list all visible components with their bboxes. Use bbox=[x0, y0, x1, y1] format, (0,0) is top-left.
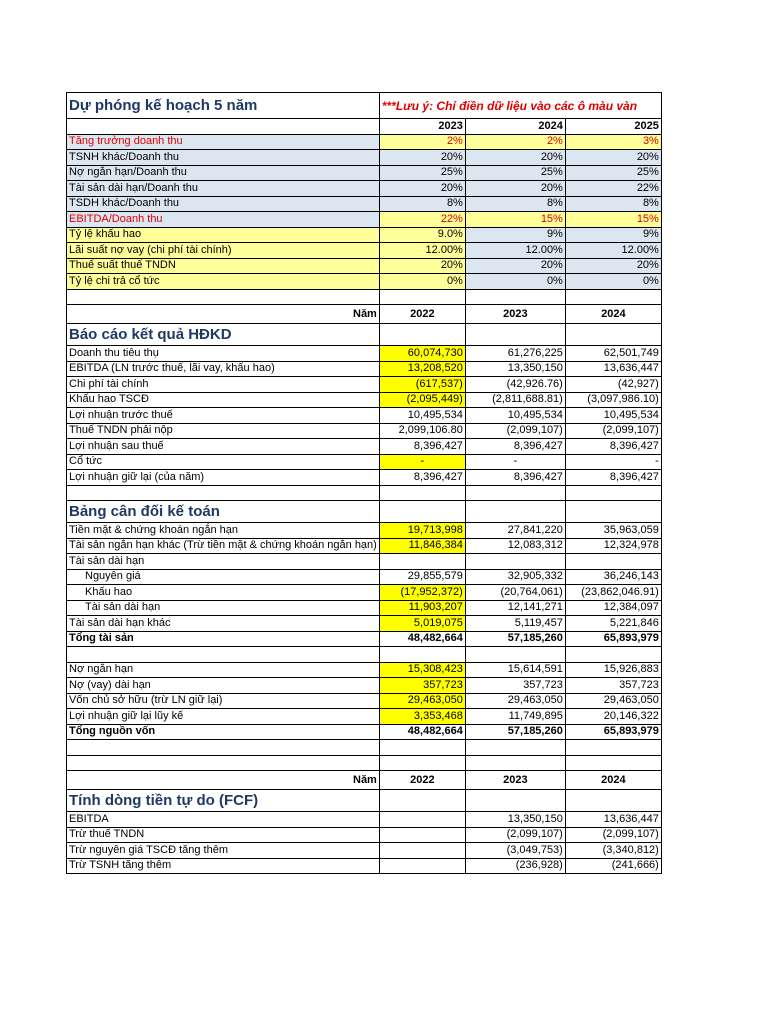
row-label: Thuế TNDN phải nộp bbox=[67, 423, 380, 439]
row-label: EBITDA/Doanh thu bbox=[67, 212, 380, 228]
row-label: Trừ thuế TNDN bbox=[67, 827, 380, 843]
value-cell: (2,811,688.81) bbox=[465, 392, 565, 408]
value-cell: 36,246,143 bbox=[565, 569, 661, 585]
row-label: Tiền mặt & chứng khoán ngắn hạn bbox=[67, 523, 380, 539]
value-cell: 13,350,150 bbox=[465, 812, 565, 828]
year-cell: 2025 bbox=[565, 119, 661, 135]
value-cell: - bbox=[465, 454, 565, 470]
balance-row bbox=[67, 569, 662, 585]
value-cell bbox=[379, 812, 465, 828]
year-cell: 2022 bbox=[379, 771, 465, 790]
row-label: Tỷ lệ khấu hao bbox=[67, 227, 380, 243]
value-cell: 29,463,050 bbox=[565, 693, 661, 709]
row-label: Doanh thu tiêu thụ bbox=[67, 346, 380, 362]
value-cell: (20,764,061) bbox=[465, 585, 565, 601]
income-row bbox=[67, 423, 662, 439]
value-cell: (2,099,107) bbox=[465, 423, 565, 439]
row-label: Lợi nhuận trước thuế bbox=[67, 408, 380, 424]
value-cell: 61,276,225 bbox=[465, 346, 565, 362]
value-cell: (42,926.76) bbox=[465, 377, 565, 393]
input-cell[interactable]: 3,353,468 bbox=[379, 709, 465, 725]
value-cell: 5,119,457 bbox=[465, 616, 565, 632]
value-cell: 15,926,883 bbox=[565, 662, 661, 678]
input-cell[interactable]: (617,537) bbox=[379, 377, 465, 393]
spacer-row bbox=[67, 485, 662, 501]
value-cell: 8% bbox=[379, 196, 465, 212]
assumption-row bbox=[67, 243, 662, 259]
input-cell[interactable]: 5,019,075 bbox=[379, 616, 465, 632]
value-cell: (2,099,107) bbox=[465, 827, 565, 843]
balance-row bbox=[67, 585, 662, 601]
value-cell: 10,495,534 bbox=[379, 408, 465, 424]
value-cell: 48,482,664 bbox=[379, 724, 465, 740]
year-label: Năm bbox=[67, 305, 380, 324]
assumption-row bbox=[67, 258, 662, 274]
input-cell[interactable]: (2,095,449) bbox=[379, 392, 465, 408]
balance-row bbox=[67, 616, 662, 632]
value-cell: 25% bbox=[379, 165, 465, 181]
value-cell bbox=[379, 554, 465, 570]
value-cell: 65,893,979 bbox=[565, 631, 661, 647]
row-label: Lợi nhuận giữ lại lũy kế bbox=[67, 709, 380, 725]
row-label: EBITDA (LN trước thuế, lãi vay, khấu hao) bbox=[67, 361, 380, 377]
row-label: Lợi nhuận sau thuế bbox=[67, 439, 380, 455]
year-cell: 2024 bbox=[565, 305, 661, 324]
value-cell: 48,482,664 bbox=[379, 631, 465, 647]
value-cell: 12,384,097 bbox=[565, 600, 661, 616]
value-cell: 13,636,447 bbox=[565, 361, 661, 377]
value-cell: 20% bbox=[465, 181, 565, 197]
balance-title-row bbox=[67, 501, 662, 523]
title-row bbox=[67, 93, 662, 119]
year-cell: 2024 bbox=[465, 119, 565, 135]
page-title: Dự phóng kế hoạch 5 năm bbox=[67, 93, 380, 119]
value-cell: (3,340,812) bbox=[565, 843, 661, 859]
income-title-row bbox=[67, 324, 662, 346]
spacer-row bbox=[67, 755, 662, 771]
value-cell: 8,396,427 bbox=[465, 439, 565, 455]
income-row bbox=[67, 392, 662, 408]
balance-row bbox=[67, 554, 662, 570]
value-cell: 0% bbox=[565, 274, 661, 290]
value-cell: 10,495,534 bbox=[465, 408, 565, 424]
balance-total-row bbox=[67, 631, 662, 647]
value-cell: 20% bbox=[379, 150, 465, 166]
input-cell[interactable]: 0% bbox=[379, 274, 465, 290]
year-cell: 2022 bbox=[379, 305, 465, 324]
row-label: Khấu hao TSCĐ bbox=[67, 392, 380, 408]
value-cell: 62,501,749 bbox=[565, 346, 661, 362]
value-cell: 8,396,427 bbox=[379, 470, 465, 486]
input-cell[interactable]: 9.0% bbox=[379, 227, 465, 243]
spacer-row bbox=[67, 647, 662, 663]
assumption-row bbox=[67, 150, 662, 166]
row-label: Tăng trưởng doanh thu bbox=[67, 134, 380, 150]
assumption-row bbox=[67, 212, 662, 228]
value-cell: (42,927) bbox=[565, 377, 661, 393]
value-cell: 29,463,050 bbox=[465, 693, 565, 709]
row-label: Tỷ lệ chi trả cổ tức bbox=[67, 274, 380, 290]
year-label: Năm bbox=[67, 771, 380, 790]
row-label: Trừ nguyên giá TSCĐ tăng thêm bbox=[67, 843, 380, 859]
input-cell[interactable]: (17,952,372) bbox=[379, 585, 465, 601]
row-label: Tài sản dài hạn bbox=[67, 554, 380, 570]
fcf-row bbox=[67, 843, 662, 859]
input-cell[interactable]: 11,903,207 bbox=[379, 600, 465, 616]
row-label: Nợ ngắn hạn/Doanh thu bbox=[67, 165, 380, 181]
value-cell: 27,841,220 bbox=[465, 523, 565, 539]
income-row bbox=[67, 439, 662, 455]
spacer-row bbox=[67, 289, 662, 305]
value-cell: 8,396,427 bbox=[465, 470, 565, 486]
input-cell[interactable]: 3% bbox=[565, 134, 661, 150]
input-cell[interactable]: 2% bbox=[465, 134, 565, 150]
section-title: Bảng cân đối kế toán bbox=[67, 501, 380, 523]
value-cell: 8% bbox=[465, 196, 565, 212]
row-label: TSDH khác/Doanh thu bbox=[67, 196, 380, 212]
assumption-row bbox=[67, 181, 662, 197]
fcf-row bbox=[67, 812, 662, 828]
input-cell[interactable]: 19,713,998 bbox=[379, 523, 465, 539]
balance-row bbox=[67, 662, 662, 678]
value-cell: 12,324,978 bbox=[565, 538, 661, 554]
section-title: Báo cáo kết quả HĐKD bbox=[67, 324, 380, 346]
input-cell[interactable]: 15% bbox=[465, 212, 565, 228]
row-label: Nợ ngắn hạn bbox=[67, 662, 380, 678]
value-cell: 57,185,260 bbox=[465, 631, 565, 647]
value-cell: 2,099,106.80 bbox=[379, 423, 465, 439]
value-cell: - bbox=[565, 454, 661, 470]
row-label: Tổng nguồn vốn bbox=[67, 724, 380, 740]
year-cell: 2023 bbox=[379, 119, 465, 135]
empty-cell bbox=[67, 119, 380, 135]
value-cell: 12,083,312 bbox=[465, 538, 565, 554]
value-cell: 0% bbox=[465, 274, 565, 290]
value-cell: 8,396,427 bbox=[565, 439, 661, 455]
assumption-row bbox=[67, 196, 662, 212]
value-cell: (3,049,753) bbox=[465, 843, 565, 859]
value-cell: 29,855,579 bbox=[379, 569, 465, 585]
input-cell[interactable]: 29,463,050 bbox=[379, 693, 465, 709]
value-cell: 20% bbox=[465, 150, 565, 166]
note-cell: ***Lưu ý: Chỉ điền dữ liệu vào các ô màu vàn bbox=[379, 93, 661, 119]
value-cell: 5,221,846 bbox=[565, 616, 661, 632]
value-cell: 20% bbox=[465, 258, 565, 274]
value-cell: 25% bbox=[565, 165, 661, 181]
assumption-row bbox=[67, 134, 662, 150]
fcf-title-row bbox=[67, 790, 662, 812]
row-label: Thuế suất thuế TNDN bbox=[67, 258, 380, 274]
income-row bbox=[67, 377, 662, 393]
income-row bbox=[67, 470, 662, 486]
balance-row bbox=[67, 538, 662, 554]
value-cell: 10,495,534 bbox=[565, 408, 661, 424]
row-label: TSNH khác/Doanh thu bbox=[67, 150, 380, 166]
row-label: Cổ tức bbox=[67, 454, 380, 470]
value-cell: 12.00% bbox=[465, 243, 565, 259]
assumption-row bbox=[67, 227, 662, 243]
value-cell: 20% bbox=[565, 258, 661, 274]
balance-total-row bbox=[67, 724, 662, 740]
value-cell: 15,614,591 bbox=[465, 662, 565, 678]
balance-row bbox=[67, 600, 662, 616]
value-cell bbox=[379, 858, 465, 874]
year-cell: 2023 bbox=[465, 305, 565, 324]
value-cell: (2,099,107) bbox=[565, 827, 661, 843]
input-cell[interactable]: 15,308,423 bbox=[379, 662, 465, 678]
row-label: Nợ (vay) dài hạn bbox=[67, 678, 380, 694]
input-cell[interactable]: - bbox=[379, 454, 465, 470]
row-label: Nguyên giá bbox=[67, 569, 380, 585]
input-cell[interactable]: 2% bbox=[379, 134, 465, 150]
value-cell: (2,099,107) bbox=[565, 423, 661, 439]
assumption-year-row bbox=[67, 119, 662, 135]
value-cell: 13,636,447 bbox=[565, 812, 661, 828]
assumption-row bbox=[67, 274, 662, 290]
assumption-row bbox=[67, 165, 662, 181]
income-year-row bbox=[67, 305, 662, 324]
income-row bbox=[67, 346, 662, 362]
row-label: EBITDA bbox=[67, 812, 380, 828]
row-label: Lãi suất nợ vay (chi phí tài chính) bbox=[67, 243, 380, 259]
value-cell bbox=[565, 554, 661, 570]
value-cell: 20,146,322 bbox=[565, 709, 661, 725]
row-label: Khấu hao bbox=[67, 585, 380, 601]
value-cell: 35,963,059 bbox=[565, 523, 661, 539]
value-cell: 9% bbox=[565, 227, 661, 243]
value-cell: 12,141,271 bbox=[465, 600, 565, 616]
income-row bbox=[67, 454, 662, 470]
value-cell bbox=[379, 843, 465, 859]
balance-row bbox=[67, 709, 662, 725]
input-cell[interactable]: 22% bbox=[379, 212, 465, 228]
value-cell: 32,905,332 bbox=[465, 569, 565, 585]
income-row bbox=[67, 408, 662, 424]
value-cell: 20% bbox=[379, 181, 465, 197]
value-cell: 13,350,150 bbox=[465, 361, 565, 377]
income-row bbox=[67, 361, 662, 377]
value-cell: (23,862,046.91) bbox=[565, 585, 661, 601]
input-cell[interactable]: 13,208,520 bbox=[379, 361, 465, 377]
input-cell[interactable]: 12.00% bbox=[379, 243, 465, 259]
value-cell: 25% bbox=[465, 165, 565, 181]
input-cell[interactable]: 20% bbox=[379, 258, 465, 274]
row-label: Lợi nhuận giữ lại (của năm) bbox=[67, 470, 380, 486]
spreadsheet bbox=[66, 92, 662, 874]
row-label: Tài sản ngắn hạn khác (Trừ tiền mặt & chứng khoán ngắn hạn) bbox=[67, 538, 380, 554]
value-cell bbox=[379, 827, 465, 843]
balance-row bbox=[67, 523, 662, 539]
value-cell: 8,396,427 bbox=[565, 470, 661, 486]
value-cell: 20% bbox=[565, 150, 661, 166]
section-title: Tính dòng tiền tự do (FCF) bbox=[67, 790, 380, 812]
value-cell: (241,666) bbox=[565, 858, 661, 874]
value-cell: 357,723 bbox=[465, 678, 565, 694]
value-cell: (3,097,986.10) bbox=[565, 392, 661, 408]
input-cell[interactable]: 60,074,730 bbox=[379, 346, 465, 362]
row-label: Tài sản dài hạn khác bbox=[67, 616, 380, 632]
fcf-row bbox=[67, 858, 662, 874]
value-cell: 9% bbox=[465, 227, 565, 243]
value-cell: 8% bbox=[565, 196, 661, 212]
year-cell: 2024 bbox=[565, 771, 661, 790]
balance-row bbox=[67, 678, 662, 694]
value-cell: 12.00% bbox=[565, 243, 661, 259]
value-cell: 22% bbox=[565, 181, 661, 197]
row-label: Tổng tài sản bbox=[67, 631, 380, 647]
value-cell: 11,749,895 bbox=[465, 709, 565, 725]
fcf-year-row bbox=[67, 771, 662, 790]
row-label: Tài sản dài hạn bbox=[67, 600, 380, 616]
input-cell[interactable]: 11,846,384 bbox=[379, 538, 465, 554]
row-label: Vốn chủ sở hữu (trừ LN giữ lại) bbox=[67, 693, 380, 709]
value-cell: 65,893,979 bbox=[565, 724, 661, 740]
row-label: Trừ TSNH tăng thêm bbox=[67, 858, 380, 874]
fcf-row bbox=[67, 827, 662, 843]
value-cell bbox=[465, 554, 565, 570]
year-cell: 2023 bbox=[465, 771, 565, 790]
input-cell[interactable]: 15% bbox=[565, 212, 661, 228]
row-label: Tài sản dài hạn/Doanh thu bbox=[67, 181, 380, 197]
value-cell: 57,185,260 bbox=[465, 724, 565, 740]
spacer-row bbox=[67, 740, 662, 756]
balance-row bbox=[67, 693, 662, 709]
value-cell: 8,396,427 bbox=[379, 439, 465, 455]
input-cell[interactable]: 357,723 bbox=[379, 678, 465, 694]
row-label: Chi phí tài chính bbox=[67, 377, 380, 393]
value-cell: (236,928) bbox=[465, 858, 565, 874]
value-cell: 357,723 bbox=[565, 678, 661, 694]
